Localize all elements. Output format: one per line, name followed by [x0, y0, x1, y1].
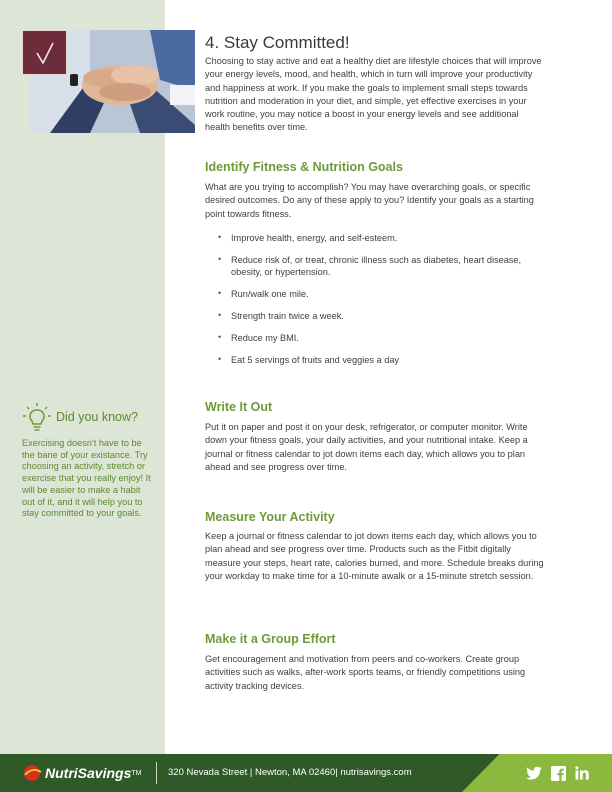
bullet-icon: • [218, 254, 222, 264]
linkedin-icon[interactable] [573, 764, 591, 782]
bullet-icon: • [218, 287, 222, 298]
did-you-know-title: Did you know? [56, 410, 138, 424]
measure-heading: Measure Your Activity [205, 510, 335, 524]
did-you-know-box [22, 402, 152, 520]
intro-paragraph: Choosing to stay active and eat a healthy diet are lifestyle choices that will improve your energy levels, mood, and health, which in turn will improve your productivity and happiness at work. If you make the goals to implement small steps towards nutrition and moderation in your diet, and simple, yet effective exercises in your work routine, you may notice a boost in your energy levels and see additional health benefits over time. [205, 56, 542, 133]
bullet-icon: • [218, 232, 222, 242]
bullet-icon: • [218, 353, 222, 364]
list-item: • Reduce risk of, or treat, chronic illness such as diabetes, heart disease, obesity, or hypertension. [218, 254, 522, 277]
bullet-icon: • [218, 331, 222, 342]
list-item: • Improve health, energy, and self-esteem. [218, 232, 398, 243]
list-item: • Strength train twice a week. [218, 309, 344, 321]
lightbulb-icon [22, 402, 52, 432]
did-you-know-header [22, 402, 152, 432]
write-paragraph: Put it on paper and post it on your desk, refrigerator, or computer monitor. Write down your fitness goals, your daily activities, and your nutritional intake. Keep a journal or fitness calendar to jot down items each day, which allows you to plan ahead and see progress over time. [205, 422, 528, 472]
footer [0, 754, 612, 792]
page-title: 4. Stay Committed! [205, 33, 350, 52]
twitter-icon[interactable] [525, 764, 543, 782]
bullet-icon: • [218, 309, 222, 320]
goals-heading: Identify Fitness & Nutrition Goals [205, 160, 403, 174]
checkmark-badge [22, 30, 67, 75]
goals-list [218, 233, 538, 377]
facebook-icon[interactable] [549, 764, 567, 782]
list-item: • Run/walk one mile. [218, 287, 309, 299]
group-paragraph: Get encouragement and motivation from peers and co-workers. Create group activities such as walks, after-work sports teams, or friendly competitions using activity tracking devices. [205, 654, 526, 691]
trademark: TM [131, 769, 142, 777]
list-item: • Eat 5 servings of fruits and veggies a day [218, 353, 400, 365]
logo-swoosh-icon [22, 763, 42, 783]
measure-paragraph: Keep a journal or fitness calendar to jot down items each day, which allows you to plan ahead and see progress over time. Products such as the Fitbit digitally measure your steps, heart rate, calories burned, and more. Schedule breaks during your workday to make time for a 10-minute awalk or a 15-minute stretch session. [205, 531, 544, 581]
brand-name: NutriSavings [45, 765, 132, 781]
list-item: • Reduce my BMI. [218, 331, 299, 343]
group-heading: Make it a Group Effort [205, 632, 336, 646]
checkmark-icon [33, 40, 57, 66]
goals-paragraph: What are you trying to accomplish? You may have overarching goals, or specific desired outcomes. Do any of these apply to you? Identify your goals as a starting point towards fitness. [205, 182, 534, 219]
footer-address: 320 Nevada Street | Newton, MA 02460| nutrisavings.com [168, 767, 412, 778]
nutrisavings-logo[interactable] [22, 763, 141, 783]
write-heading: Write It Out [205, 400, 273, 414]
footer-divider [156, 762, 157, 784]
did-you-know-text: Exercising doesn't have to be the bane of your existance. Try choosing an activity, stretch or exercise that you really enjoy! It will be easier to make a habit out of it, and it will help you to stay committed to your goals. [22, 438, 151, 519]
